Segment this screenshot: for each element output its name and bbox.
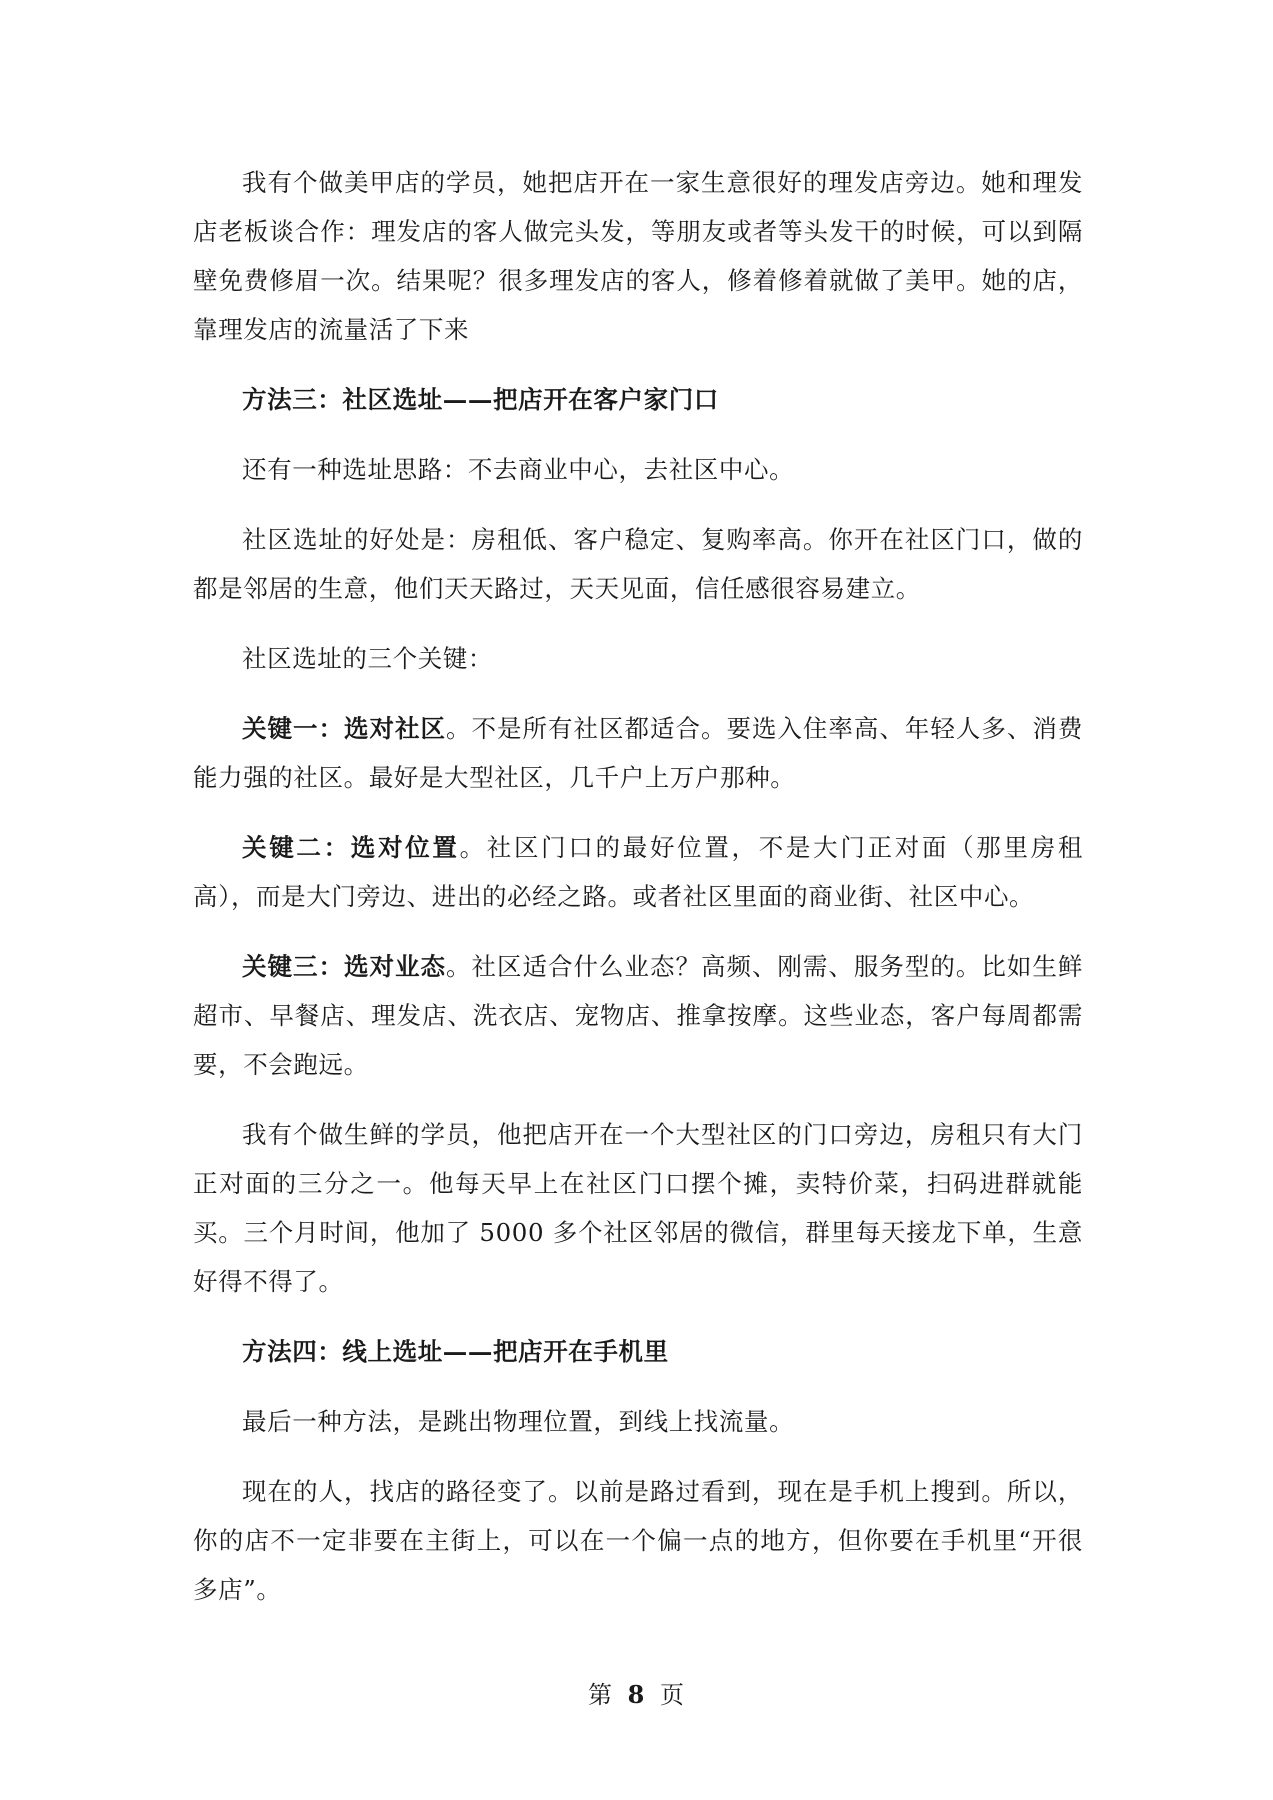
- key-point-body: 。社区门口的最好位置，不是大门正对面（那里房租高），而是大门旁边、进出的必经之路。或者社区里面的商业街、社区中心。: [193, 833, 1083, 911]
- section-heading: 方法三：社区选址——把店开在客户家门口: [242, 385, 719, 414]
- key-point-body: 。社区适合什么业态？高频、刚需、服务型的。比如生鲜超市、早餐店、理发店、洗衣店、宠物店、推拿按摩。这些业态，客户每周都需要，不会跑远。: [193, 952, 1083, 1079]
- paragraph: 现在的人，找店的路径变了。以前是路过看到，现在是手机上搜到。所以，你的店不一定非要在主街上，可以在一个偏一点的地方，但你要在手机里“开很多店”。: [193, 1477, 1083, 1604]
- paragraph: 最后一种方法，是跳出物理位置，到线上找流量。: [242, 1407, 795, 1436]
- key-point-paragraph: [193, 942, 1083, 1089]
- paragraph: 社区选址的三个关键：: [242, 644, 493, 673]
- page-number: 8: [627, 1680, 646, 1709]
- key-point-paragraph: [193, 823, 1083, 921]
- paragraph: 社区选址的好处是：房租低、客户稳定、复购率高。你开在社区门口，做的都是邻居的生意，他们天天路过，天天见面，信任感很容易建立。: [193, 525, 1083, 603]
- page-number-prefix: 第: [588, 1681, 613, 1709]
- key-point-lead: 关键一：选对社区: [242, 714, 446, 743]
- key-point-lead: 关键二：选对位置: [242, 833, 460, 862]
- page-number-suffix: 页: [659, 1681, 685, 1709]
- paragraph: 还有一种选址思路：不去商业中心，去社区中心。: [242, 455, 795, 484]
- page-content: [193, 158, 1083, 1635]
- paragraph: 我有个做美甲店的学员，她把店开在一家生意很好的理发店旁边。她和理发店老板谈合作：理发店的客人做完头发，等朋友或者等头发干的时候，可以到隔壁免费修眉一次。结果呢？很多理发店的客人，修着修着就做了美甲。她的店，靠理发店的流量活了下来: [193, 168, 1083, 344]
- key-point-body: 。不是所有社区都适合。要选入住率高、年轻人多、消费能力强的社区。最好是大型社区，几千户上万户那种。: [193, 714, 1083, 792]
- paragraph: 我有个做生鲜的学员，他把店开在一个大型社区的门口旁边，房租只有大门正对面的三分之一。他每天早上在社区门口摆个摊，卖特价菜，扫码进群就能买。三个月时间，他加了 5000 多个社区邻居的微信，群里每天接龙下单，生意好得不得了。: [193, 1120, 1083, 1296]
- key-point-paragraph: [193, 704, 1083, 802]
- page-footer: [0, 1680, 1273, 1710]
- key-point-lead: 关键三：选对业态: [242, 952, 446, 981]
- section-heading: 方法四：线上选址——把店开在手机里: [242, 1337, 669, 1366]
